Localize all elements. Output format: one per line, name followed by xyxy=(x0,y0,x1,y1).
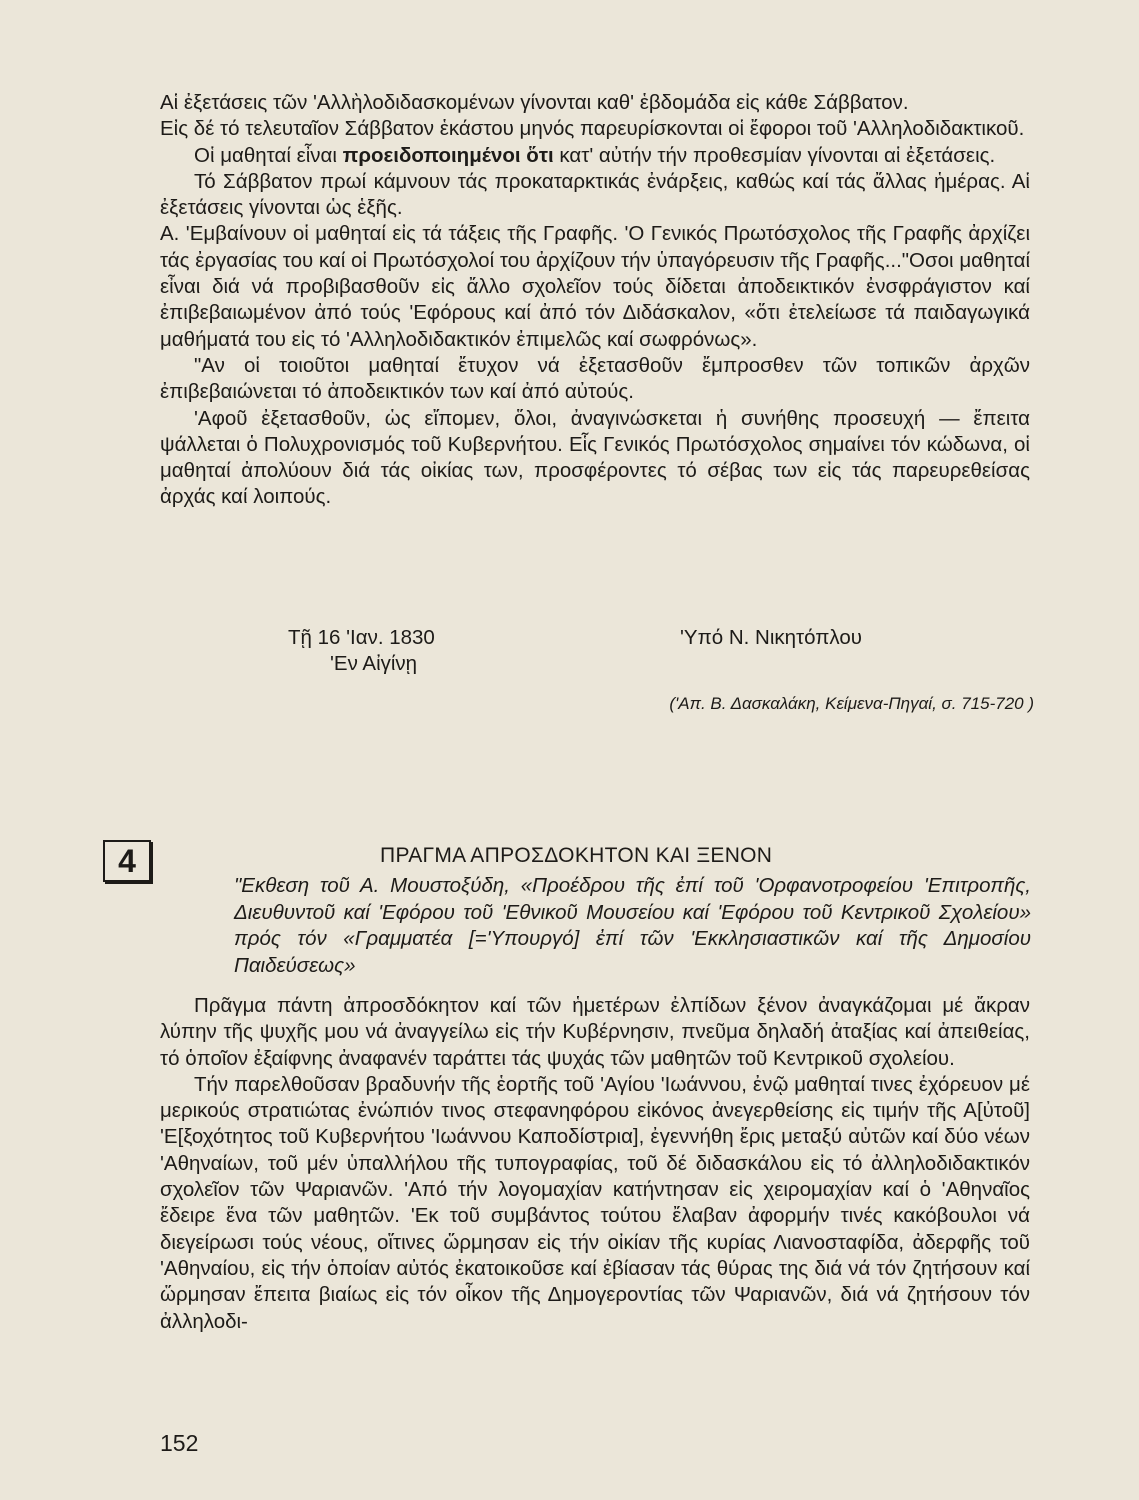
paragraph: Εἰς δέ τό τελευταῖον Σάββατον ἑκάστου μηνός παρευρίσκονται οἱ ἔφοροι τοῦ 'Αλληλοδιδακτικοῦ. xyxy=(160,117,1025,141)
signature-place: 'Εν Αἰγίνῃ xyxy=(330,652,418,675)
signature-author: 'Υπό Ν. Νικητόπλου xyxy=(680,626,862,649)
source-citation: ('Απ. Β. Δασκαλάκη, Κείμενα-Πηγαί, σ. 715-720 ) xyxy=(669,694,1034,713)
paragraph: Πρᾶγμα πάντη ἀπροσδόκητον καί τῶν ἡμετέρων ἐλπίδων ξένον ἀναγκάζομαι μέ ἄκραν λύπην τῆς ψυχῆς μου νά ἀναγγείλω εἰς τήν Κυβέρνησιν, πνεῦμα δηλαδή ἀταξίας καί ἀπειθείας, τό ὁποῖον ἐξαίφνης ἀναφανέν ταράττει τάς ψυχάς τῶν μαθητῶν τοῦ Κεντρικοῦ σχολείου. xyxy=(160,994,1030,1070)
paragraph: "Αν οἱ τοιοῦτοι μαθηταί ἔτυχον νά ἐξετασθοῦν ἔμπροσθεν τῶν τοπικῶν ἀρχῶν ἐπιβεβαιώνεται τό ἀποδεικτικόν των καί ἀπό αὐτούς. xyxy=(160,353,1030,404)
signature-date: Τῇ 16 'Ιαν. 1830 xyxy=(288,626,435,649)
paragraph: Οἱ μαθηταί εἶναι προειδοποιημένοι ὅτι κατ' αὐτήν τήν προθεσμίαν γίνονται αἱ ἐξετάσεις. xyxy=(194,143,996,167)
opening-text xyxy=(160,90,1030,511)
paragraph: Τήν παρελθοῦσαν βραδυνήν τῆς ἑορτῆς τοῦ 'Αγίου 'Ιωάννου, ἐνῷ μαθηταί τινες ἐχόρευον μέ μερικούς στρατιώτας ἐνώπιόν τινος στεφανηφόρου εἰκόνος ἀνεγερθείσης εἰς τιμήν τῆς Α[ὐτοῦ] 'Ε[ξοχότητος τοῦ Κυβερνήτου 'Ιωάννου Καποδίστρια], ἐγεννήθη ἔρις μεταξύ αὐτῶν καί δύο νέων 'Αθηναίων, τοῦ μέν ὑπαλλήλου τῆς τυπογραφίας, τοῦ δέ διδασκάλου εἰς τό ἀλληλοδιδακτικόν σχολεῖον τῶν Ψαριανῶν. 'Από τήν λογομαχίαν κατήντησαν εἰς χειρομαχίαν καί ὁ 'Αθηναῖος ἔδειρε ἕνα τῶν μαθητῶν. 'Εκ τοῦ συμβάντος τούτου ἔλαβαν ἀφορμήν τινές κακόβουλοι νά διεγείρωσι τούς νέους, οἵτινες ὥρμησαν εἰς τήν οἰκίαν τῆς κυρίας Λιανοσταφίδα, ἀδερφῆς τοῦ 'Αθηναίου, εἰς τήν ὁποίαν αὐτός ἐκατοικοῦσε καί ἐβίασαν τάς θύρας της διά νά τόν ζητήσουν καί ὥρμησαν ἔπειτα βιαίως εἰς τόν οἶκον τῆς Δημογεροντίας τῶν Ψαριανῶν, διά νά ζητήσουν τόν ἀλληλοδι- xyxy=(160,1072,1030,1333)
section-number: 4 xyxy=(103,840,151,882)
page-number: 152 xyxy=(160,1430,199,1456)
paragraph: Τό Σάββατον πρωί κάμνουν τάς προκαταρκτικάς ἐνάρξεις, καθώς καί τάς ἄλλας ἡμέρας. Αἱ ἐξετάσεις γίνονται ὡς ἑξῆς. xyxy=(160,169,1030,220)
paragraph: Αἱ ἐξετάσεις τῶν 'Αλλὴλοδιδασκομένων γίνονται καθ' ἑβδομάδα εἰς κάθε Σάββατον. xyxy=(160,91,909,114)
section-title: ΠΡΑΓΜΑ ΑΠΡΟΣΔΟΚΗΤΟΝ ΚΑΙ ΞΕΝΟΝ xyxy=(380,844,773,867)
paragraph: 'Αφοῦ ἐξετασθοῦν, ὡς εἴπομεν, ὅλοι, ἀναγινώσκεται ἡ συνήθης προσευχή — ἔπειτα ψάλλεται ὁ Πολυχρονισμός τοῦ Κυβερνήτου. Εἷς Γενικός Πρωτόσχολος σημαίνει τόν κώδωνα, οἱ μαθηταί ἀπολύουν διά τάς οἰκίας των, προσφέροντες τό σέβας των εἰς τάς παρευρεθείσας ἀρχάς καί λοιπούς. xyxy=(160,406,1030,509)
report-text xyxy=(160,993,1030,1335)
paragraph: Α. 'Εμβαίνουν οἱ μαθηταί εἰς τά τάξεις τῆς Γραφῆς. 'Ο Γενικός Πρωτόσχολος τῆς Γραφῆς ἀρχίζει τάς ἐργασίας του καί οἱ Πρωτόσχολοί του ἀρχίζουν τήν ὑπαγόρευσιν τῆς Γραφῆς..."Οσοι μαθηταί εἶναι διά νά προβιβασθοῦν εἰς ἄλλο σχολεῖον τούς δίδεται ἀποδεικτικόν ἐνσφράγιστον καί ἐπιβεβαιωμένον ἀπό τούς 'Εφόρους καί ἀπό τόν Διδάσκαλον, «ὅτι ἐτελείωσε τά παιδαγωγικά μαθήματά του εἰς τό 'Αλληλοδιδακτικόν ἐπιμελῶς καί σωφρόνως». xyxy=(160,222,1030,351)
section-intro: "Εκθεση τοῦ Α. Μουστοξύδη, «Προέδρου τῆς ἐπί τοῦ 'Ορφανοτροφείου 'Επιτροπῆς, Διευθυντοῦ καί 'Εφόρου τοῦ 'Εθνικοῦ Μουσείου καί 'Εφόρου τοῦ Κεντρικοῦ Σχολείου» πρός τόν «Γραμματέα [='Υπουργό] ἐπί τῶν 'Εκκλησιαστικῶν καί τῆς Δημοσίου Παιδεύσεως» xyxy=(234,874,1031,977)
